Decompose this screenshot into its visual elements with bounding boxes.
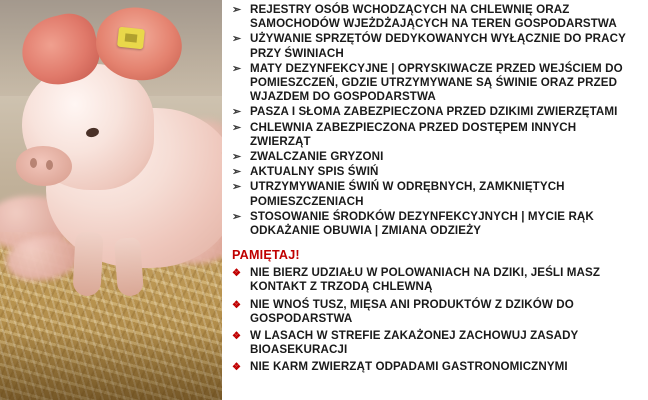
arrow-bullet-icon: ➢ bbox=[232, 4, 242, 16]
piglet-photo bbox=[0, 0, 222, 400]
list-item bbox=[222, 360, 640, 374]
piglet-leg bbox=[114, 237, 144, 297]
list-item-text: ZWALCZANIE GRYZONI bbox=[250, 150, 384, 164]
list-item bbox=[222, 210, 640, 238]
diamond-bullet-icon: ❖ bbox=[232, 331, 242, 343]
arrow-bullet-icon: ➢ bbox=[232, 33, 242, 46]
section-heading: PAMIĘTAJ! bbox=[232, 248, 300, 263]
arrow-bullet-icon: ➢ bbox=[232, 210, 242, 223]
arrow-bullet-icon: ➢ bbox=[232, 181, 242, 194]
list-item-text: AKTUALNY SPIS ŚWIŃ bbox=[250, 165, 379, 179]
arrow-bullet-icon: ➢ bbox=[232, 106, 242, 119]
piglet-nostril bbox=[46, 160, 53, 170]
text-column bbox=[222, 0, 648, 400]
list-item-text: NIE KARM ZWIERZĄT ODPADAMI GASTRONOMICZNYMI bbox=[250, 360, 568, 374]
list-item bbox=[222, 121, 640, 149]
list-item bbox=[222, 165, 640, 179]
photo-straw-shadow bbox=[0, 330, 222, 400]
list-item-text: STOSOWANIE ŚRODKÓW DEZYNFEKCYJNYCH | MYCIE RĄK ODKAŻANIE OBUWIA | ZMIANA ODZIEŻY bbox=[250, 209, 594, 238]
list-item-text: NIE WNOŚ TUSZ, MIĘSA ANI PRODUKTÓW Z DZIKÓW DO GOSPODARSTWA bbox=[250, 297, 574, 325]
piglet-snout bbox=[16, 146, 72, 186]
list-item bbox=[222, 150, 640, 164]
list-item bbox=[222, 32, 640, 60]
list-item-text: REJESTRY OSÓB WCHODZĄCYCH NA CHLEWNIĘ ORAZ SAMOCHODÓW WJEŻDŻAJĄCYCH NA TEREN GOSPODARSTWA bbox=[250, 3, 617, 31]
arrow-bullet-icon: ➢ bbox=[232, 121, 242, 134]
list-item-text: W LASACH W STREFIE ZAKAŻONEJ ZACHOWUJ ZASADY BIOASEKURACJI bbox=[250, 329, 579, 357]
list-item-text: UŻYWANIE SPRZĘTÓW DEDYKOWANYCH WYŁĄCZNIE DO PRACY PRZY ŚWINIACH bbox=[250, 32, 626, 60]
list-item-text: CHLEWNIA ZABEZPIECZONA PRZED DOSTĘPEM INNYCH ZWIERZĄT bbox=[250, 120, 577, 148]
list-item-text: PASZA I SŁOMA ZABEZPIECZONA PRZED DZIKIMI ZWIERZĘTAMI bbox=[250, 105, 618, 119]
arrow-bullet-icon: ➢ bbox=[232, 166, 242, 179]
list-item bbox=[222, 298, 640, 326]
yellow-ear-tag bbox=[117, 27, 145, 50]
arrow-bullet-icon: ➢ bbox=[232, 151, 242, 164]
list-item-text: MATY DEZYNFEKCYJNE | OPRYSKIWACZE PRZED WEJŚCIEM DO POMIESZCZEŃ, GDZIE UTRZYMYWANE SĄ ŚWINIE ORAZ PRZED WJAZDEM DO GOSPODARSTWA bbox=[250, 61, 623, 104]
diamond-bullet-icon: ❖ bbox=[232, 362, 242, 374]
piglet-nostril bbox=[30, 158, 37, 168]
diamond-bullet-icon: ❖ bbox=[232, 299, 242, 311]
diamond-bullet-icon: ❖ bbox=[232, 268, 242, 280]
secondary-bullet-list bbox=[222, 266, 640, 374]
list-item-text: NIE BIERZ UDZIAŁU W POLOWANIACH NA DZIKI, JEŚLI MASZ KONTAKT Z TRZODĄ CHLEWNĄ bbox=[250, 266, 600, 294]
list-item bbox=[222, 329, 640, 357]
piglet-leg bbox=[72, 231, 103, 296]
list-item-text: UTRZYMYWANIE ŚWIŃ W ODRĘBNYCH, ZAMKNIĘTYCH POMIESZCZENIACH bbox=[250, 180, 565, 208]
primary-bullet-list bbox=[222, 3, 640, 238]
list-item bbox=[222, 180, 640, 208]
list-item bbox=[222, 105, 640, 119]
list-item bbox=[222, 266, 640, 294]
list-item bbox=[222, 3, 640, 31]
list-item bbox=[222, 62, 640, 105]
arrow-bullet-icon: ➢ bbox=[232, 62, 242, 75]
